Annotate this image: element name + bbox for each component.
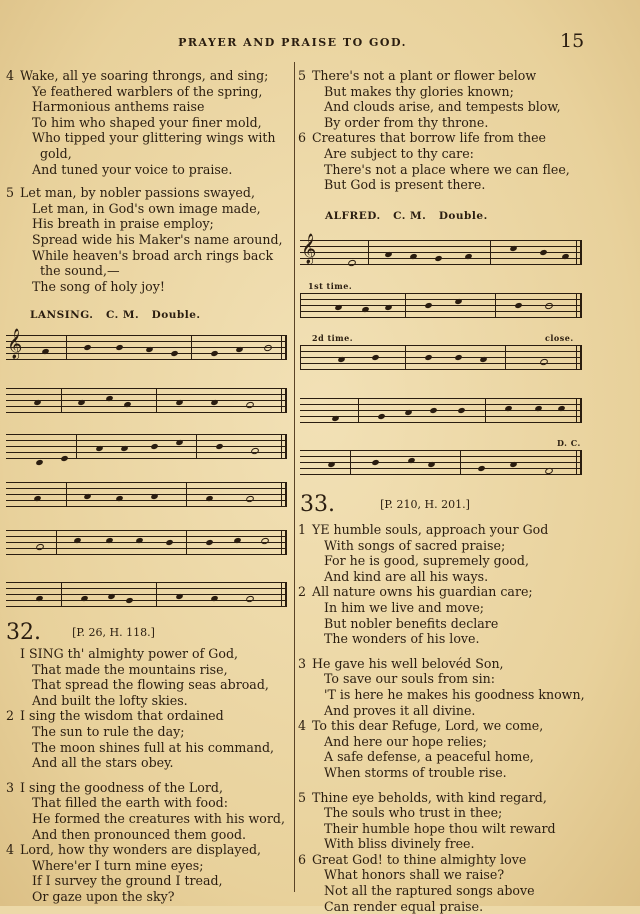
verse-line: And all the stars obey.	[32, 755, 174, 771]
verse-line: With songs of sacred praise;	[324, 537, 506, 553]
music-staff	[300, 450, 580, 475]
tune-kind: Double.	[151, 309, 201, 321]
treble-clef-icon: 𝄞	[7, 329, 23, 359]
verse-line: Let man, by nobler passions swayed,	[20, 185, 255, 201]
verse-line: To save our souls from sin:	[324, 671, 495, 687]
verse-5	[6, 185, 288, 294]
tune-kind: Double.	[438, 210, 488, 222]
verse-line: And here our hope relies;	[324, 733, 487, 749]
music-staff	[300, 345, 580, 370]
verse-number: 1	[298, 522, 307, 537]
verse-3	[6, 780, 288, 842]
verse-line: I sing the wisdom that ordained	[20, 708, 224, 724]
verse-line: That filled the earth with food:	[32, 795, 228, 811]
verse-line: All nature owns his guardian care;	[312, 584, 533, 600]
verse-number: 6	[298, 130, 307, 146]
tune-name: ALFRED.	[325, 210, 381, 222]
verse-number: 4	[6, 842, 15, 858]
tune-meter: C. M.	[105, 309, 140, 321]
verse-line: There's not a plant or flower below	[312, 68, 537, 83]
tune-name: LANSING.	[30, 309, 94, 321]
hymn-reference: [P. 26, H. 118.]	[72, 626, 155, 639]
hymn-32-verses	[6, 646, 288, 905]
verse-line: Ye feathered warblers of the spring,	[32, 83, 263, 99]
verse-number: 3	[6, 779, 15, 795]
verse-6	[298, 130, 630, 192]
music-staff	[6, 329, 286, 360]
verse-2	[298, 584, 630, 646]
verse-4	[6, 68, 288, 177]
verse-line: When storms of trouble rise.	[324, 764, 507, 780]
verse-4	[6, 842, 288, 904]
verse-line: But makes thy glories known;	[324, 83, 514, 99]
verse-line: And proves it all divine.	[324, 702, 476, 718]
verse-number: 4	[6, 68, 15, 83]
verse-line: Are subject to thy care:	[324, 145, 474, 161]
right-top-verses	[298, 68, 630, 193]
verse-line: Where'er I turn mine eyes;	[32, 857, 204, 873]
verse-number: 2	[6, 708, 15, 724]
verse-line: He formed the creatures with his word,	[32, 810, 285, 826]
left-top-verses	[6, 68, 288, 294]
verse-line: I sing the goodness of the Lord,	[20, 779, 223, 795]
verse-line: What honors shall we raise?	[324, 867, 505, 883]
hymn-heading-32	[6, 620, 155, 645]
verse-line: But God is present there.	[324, 177, 486, 193]
verse-line: Wake, all ye soaring throngs, and sing;	[20, 68, 269, 83]
verse-line: Spread wide his Maker's name around,	[32, 231, 283, 247]
hymn-number: 33.	[300, 492, 335, 517]
music-staff	[6, 388, 286, 413]
verse-number: 6	[298, 851, 307, 867]
verse-line: Great God! to thine almighty love	[312, 851, 527, 867]
dc-label: D. C.	[557, 438, 581, 448]
verse-line: To him who shaped your finer mold,	[32, 114, 262, 130]
verse-1	[6, 646, 288, 708]
verse-line: The moon shines full at his command,	[32, 739, 275, 755]
verse-line: In him we live and move;	[324, 599, 485, 615]
music-staff	[300, 293, 580, 318]
verse-line: Who tipped your glittering wings with	[32, 130, 276, 146]
verse-line: Can render equal praise.	[324, 898, 484, 914]
music-staff	[6, 482, 286, 507]
verse-line: YE humble souls, approach your God	[312, 522, 549, 537]
hymn-number: 32.	[6, 620, 41, 645]
verse-5	[298, 790, 630, 852]
verse-1	[298, 522, 630, 584]
verse-line: Thine eye beholds, with kind regard,	[312, 789, 547, 805]
music-staff	[6, 530, 286, 555]
verse-number: 5	[6, 185, 15, 201]
verse-line: And clouds arise, and tempests blow,	[324, 99, 561, 115]
verse-number: 5	[298, 789, 307, 805]
verse-line: Creatures that borrow life from thee	[312, 130, 546, 146]
verse-line: Not all the raptured songs above	[324, 883, 535, 899]
column-divider	[294, 62, 295, 892]
hymn-33-verses	[298, 522, 630, 914]
verse-line: 'T is here he makes his goodness known,	[324, 686, 585, 702]
verse-line: While heaven's broad arch rings back	[32, 247, 274, 263]
verse-line: If I survey the ground I tread,	[32, 873, 223, 889]
verse-number: 5	[298, 68, 307, 83]
verse-line: The sun to rule the day;	[32, 723, 185, 739]
music-staff	[300, 398, 580, 423]
verse-line: And kind are all his ways.	[324, 568, 489, 584]
music-staff	[300, 234, 580, 265]
verse-line: By order from thy throne.	[324, 114, 489, 130]
verse-4	[298, 718, 630, 780]
verse-line: With bliss divinely free.	[324, 836, 475, 852]
verse-line: That made the mountains rise,	[32, 661, 228, 677]
verse-6	[298, 852, 630, 914]
verse-line: For he is good, supremely good,	[324, 553, 529, 569]
verse-line: Or gaze upon the sky?	[32, 888, 175, 904]
first-time-label: 1st time.	[308, 281, 353, 291]
verse-line: The song of holy joy!	[32, 278, 165, 294]
verse-number: 3	[298, 655, 307, 671]
verse-line: Their humble hope thou wilt reward	[324, 820, 556, 836]
verse-line: Harmonious anthems raise	[32, 99, 205, 115]
tune-header-lansing	[30, 309, 201, 321]
verse-3	[298, 656, 630, 718]
verse-line: the sound,—	[40, 263, 120, 279]
verse-line: Lord, how thy wonders are displayed,	[20, 842, 262, 858]
verse-5	[298, 68, 630, 130]
close-label: close.	[545, 333, 574, 343]
hymn-reference: [P. 210, H. 201.]	[380, 498, 470, 511]
verse-line: His breath in praise employ;	[32, 216, 214, 232]
verse-line: gold,	[40, 145, 72, 161]
hymn-heading-33	[300, 492, 470, 517]
tune-meter: C. M.	[393, 210, 427, 222]
verse-line: The wonders of his love.	[324, 631, 480, 647]
treble-clef-icon: 𝄞	[301, 234, 317, 264]
verse-number: 2	[298, 584, 307, 600]
verse-line: To this dear Refuge, Lord, we come,	[312, 718, 544, 734]
verse-number: 4	[298, 718, 307, 734]
page-number: 15	[560, 30, 585, 52]
verse-line: He gave his well belovéd Son,	[312, 655, 504, 671]
verse-2	[6, 708, 288, 770]
verse-line: The souls who trust in thee;	[324, 805, 503, 821]
music-staff	[6, 434, 286, 459]
verse-line: But nobler benefits declare	[324, 615, 499, 631]
verse-line: Let man, in God's own image made,	[32, 200, 261, 216]
verse-line: And then pronounced them good.	[32, 826, 247, 842]
verse-line: A safe defense, a peaceful home,	[324, 749, 534, 765]
verse-line: That spread the flowing seas abroad,	[32, 677, 269, 693]
tune-header-alfred	[325, 210, 488, 222]
verse-line: And tuned your voice to praise.	[32, 161, 233, 177]
verse-line: There's not a place where we can flee,	[324, 161, 570, 177]
verse-line: I SING th' almighty power of God,	[20, 646, 239, 661]
verse-line: And built the lofty skies.	[32, 692, 188, 708]
running-header: PRAYER AND PRAISE TO GOD.	[178, 36, 407, 49]
second-time-label: 2d time.	[312, 333, 354, 343]
music-staff	[6, 582, 286, 607]
